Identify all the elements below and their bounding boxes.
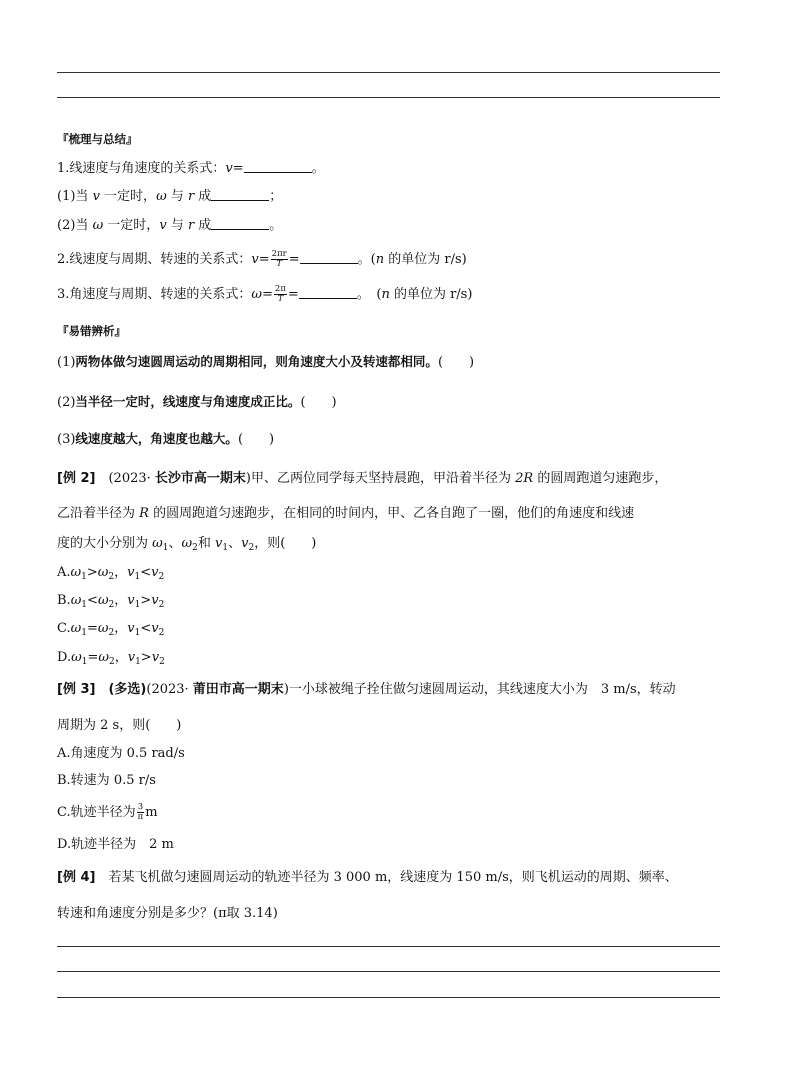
fraction: $\frac{3}{\pi}$ — [137, 802, 144, 822]
example-2-option-b[interactable]: $B.\omega_1<\omega_2$，$v_1>v_2$ — [57, 593, 165, 610]
example-3-option-d[interactable]: D.轨迹半径为 2 m — [57, 837, 174, 852]
example-4-line-1: [例 4] 若某飞机做匀速圆周运动的轨迹半径为 3 000 m，线速度为 150 m/s，则飞机运动的周期、频率、 — [57, 870, 678, 885]
example-2-option-a[interactable]: $A.\omega_1>\omega_2$，$v_1<v_2$ — [57, 565, 165, 582]
example-3-line-1: [例 3] (多选)(2023· 莆田市高一期末)一小球被绳子拴住做匀速圆周运动，其线速度大小为 3 m/s，转动 — [57, 682, 676, 697]
answer-paren[interactable]: ( ) — [237, 432, 275, 447]
summary-line-1b: (2)当 ω 一定时，v 与 r 成 。 — [57, 218, 283, 233]
fill-blank[interactable] — [211, 188, 269, 201]
example-3-line-2: 周期为 2 s，则( ) — [57, 718, 182, 733]
fill-blank[interactable] — [244, 160, 312, 173]
fill-blank[interactable] — [300, 251, 358, 264]
answer-line-bottom-1[interactable] — [57, 946, 720, 947]
example-2-line-1: [例 2] (2023· 长沙市高一期末)甲、乙两位同学每天坚持晨跑，甲沿着半径为 2R 的圆周跑道匀速跑步， — [57, 471, 668, 486]
fraction: $\frac{2\pi}{T}$ — [274, 284, 286, 304]
answer-paren[interactable]: ( ) — [437, 355, 475, 370]
summary-heading: 『梳理与总结』 — [57, 132, 138, 146]
summary-line-2: 2.线速度与周期、转速的关系式：v= $\frac{2\pi r}{T}$ = 。(n 的单位为 r/s) — [57, 249, 467, 269]
answer-paren[interactable]: ( ) — [300, 395, 337, 410]
fill-blank[interactable] — [299, 286, 357, 299]
answer-line-top-2 — [57, 97, 720, 98]
example-3-option-b[interactable]: B.转速为 0.5 r/s — [57, 773, 156, 788]
example-label: [例 3] — [57, 682, 96, 697]
answer-line-bottom-3[interactable] — [57, 997, 720, 998]
error-item-1: (1)两物体做匀速圆周运动的周期相同，则角速度大小及转速都相同。( ) — [57, 354, 475, 370]
example-2-line-3: 度的大小分别为 $\omega_1$、$\omega_2$和 $v_1$、$v_2$，则( ) — [57, 536, 317, 553]
example-label: [例 4] — [57, 870, 96, 885]
summary-line-1: 1.线速度与角速度的关系式：v= 。 — [57, 161, 325, 176]
answer-line-bottom-2[interactable] — [57, 971, 720, 972]
example-2-option-c[interactable]: $C.\omega_1=\omega_2$，$v_1<v_2$ — [57, 621, 165, 638]
error-item-2: (2)当半径一定时，线速度与角速度成正比。( ) — [57, 394, 337, 410]
example-2-option-d[interactable]: $D.\omega_1=\omega_2$，$v_1>v_2$ — [57, 650, 165, 667]
error-item-3: (3)线速度越大，角速度也越大。( ) — [57, 431, 275, 447]
example-3-option-a[interactable]: A.角速度为 0.5 rad/s — [57, 746, 185, 761]
fraction: $\frac{2\pi r}{T}$ — [271, 249, 287, 269]
fill-blank[interactable] — [211, 217, 269, 230]
example-3-option-c[interactable]: C.轨迹半径为 $\frac{3}{\pi}$ m — [57, 802, 158, 822]
answer-line-top-1 — [57, 72, 720, 73]
example-2-line-2: 乙沿着半径为 R 的圆周跑道匀速跑步，在相同的时间内，甲、乙各自跑了一圈，他们的角速度和线速 — [57, 506, 635, 521]
example-label: [例 2] — [57, 471, 96, 486]
summary-line-1a: (1)当 v 一定时，ω 与 r 成 ； — [57, 189, 283, 204]
example-4-line-2: 转速和角速度分别是多少？(π取 3.14) — [57, 906, 278, 921]
summary-line-3: 3.角速度与周期、转速的关系式：ω= $\frac{2\pi}{T}$ = 。 (n 的单位为 r/s) — [57, 284, 473, 304]
errors-heading: 『易错辨析』 — [57, 324, 126, 338]
